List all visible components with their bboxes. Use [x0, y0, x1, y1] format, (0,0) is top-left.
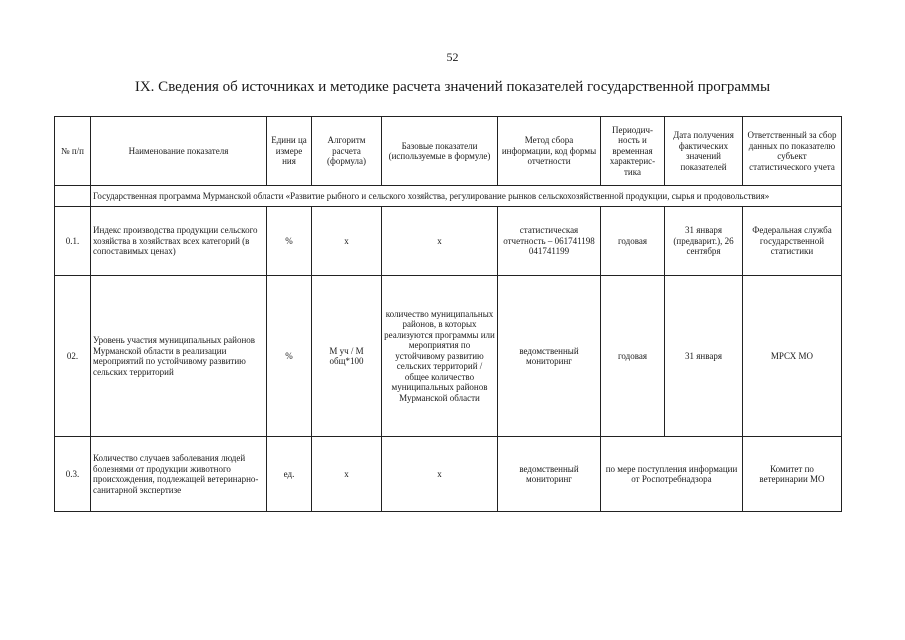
indicators-table	[54, 116, 842, 512]
indicator-method: ведомственный мониторинг	[498, 437, 601, 512]
row-num: 0.3.	[55, 437, 91, 512]
indicator-name: Количество случаев заболевания людей болезнями от продукции животного происхождения, подлежащей ветеринарно-санитарной экспертизе	[91, 437, 267, 512]
row-num: 02.	[55, 276, 91, 437]
indicator-responsible: Федеральная служба государственной статистики	[743, 207, 842, 276]
header-formula: Алгоритм расчета (формула)	[312, 117, 382, 186]
indicator-responsible: МРСХ МО	[743, 276, 842, 437]
header-date: Дата получения фактических значений показателей	[665, 117, 743, 186]
indicator-date: 31 января	[665, 276, 743, 437]
indicator-name: Индекс производства продукции сельского хозяйства в хозяйствах всех категорий (в сопоставимых ценах)	[91, 207, 267, 276]
header-responsible: Ответственный за сбор данных по показателю субъект статистического учета	[743, 117, 842, 186]
program-row-num	[55, 186, 91, 207]
header-row	[55, 117, 842, 186]
row-num: 0.1.	[55, 207, 91, 276]
indicator-period: годовая	[601, 276, 665, 437]
indicator-period: годовая	[601, 207, 665, 276]
indicator-base: х	[382, 207, 498, 276]
program-title: Государственная программа Мурманской области «Развитие рыбного и сельского хозяйства, регулирование рынков сельскохозяйственной продукции, сырья и продовольствия»	[91, 186, 842, 207]
header-name: Наименование показателя	[91, 117, 267, 186]
header-period: Периодич- ность и временная характерис- тика	[601, 117, 665, 186]
program-row	[55, 186, 842, 207]
indicator-name: Уровень участия муниципальных районов Мурманской области в реализации мероприятий по устойчивому развитию сельских территорий	[91, 276, 267, 437]
indicator-responsible: Комитет по ветеринарии МО	[743, 437, 842, 512]
indicator-formula: х	[312, 207, 382, 276]
table-row	[55, 207, 842, 276]
indicator-date: 31 января (предварит.), 26 сентября	[665, 207, 743, 276]
indicator-formula: М уч / М общ*100	[312, 276, 382, 437]
indicator-period-date: по мере поступления информации от Роспотребнадзора	[601, 437, 743, 512]
header-unit: Едини ца измере ния	[267, 117, 312, 186]
indicator-unit: ед.	[267, 437, 312, 512]
table-row	[55, 276, 842, 437]
indicator-method: ведомственный мониторинг	[498, 276, 601, 437]
indicator-base: количество муниципальных районов, в которых реализуются программы или мероприятия по устойчивому развитию сельских территорий / общее количество муниципальных районов Мурманской области	[382, 276, 498, 437]
header-method: Метод сбора информации, код формы отчетности	[498, 117, 601, 186]
indicator-formula: х	[312, 437, 382, 512]
indicator-unit: %	[267, 276, 312, 437]
indicator-unit: %	[267, 207, 312, 276]
header-num: № п/п	[55, 117, 91, 186]
page-number: 52	[446, 50, 459, 64]
document-title: IX. Сведения об источниках и методике расчета значений показателей государственной программы	[134, 79, 771, 95]
table-row	[55, 437, 842, 512]
indicator-base: х	[382, 437, 498, 512]
indicator-method: статистическая отчетность – 061741198 041741199	[498, 207, 601, 276]
header-base: Базовые показатели (используемые в формуле)	[382, 117, 498, 186]
